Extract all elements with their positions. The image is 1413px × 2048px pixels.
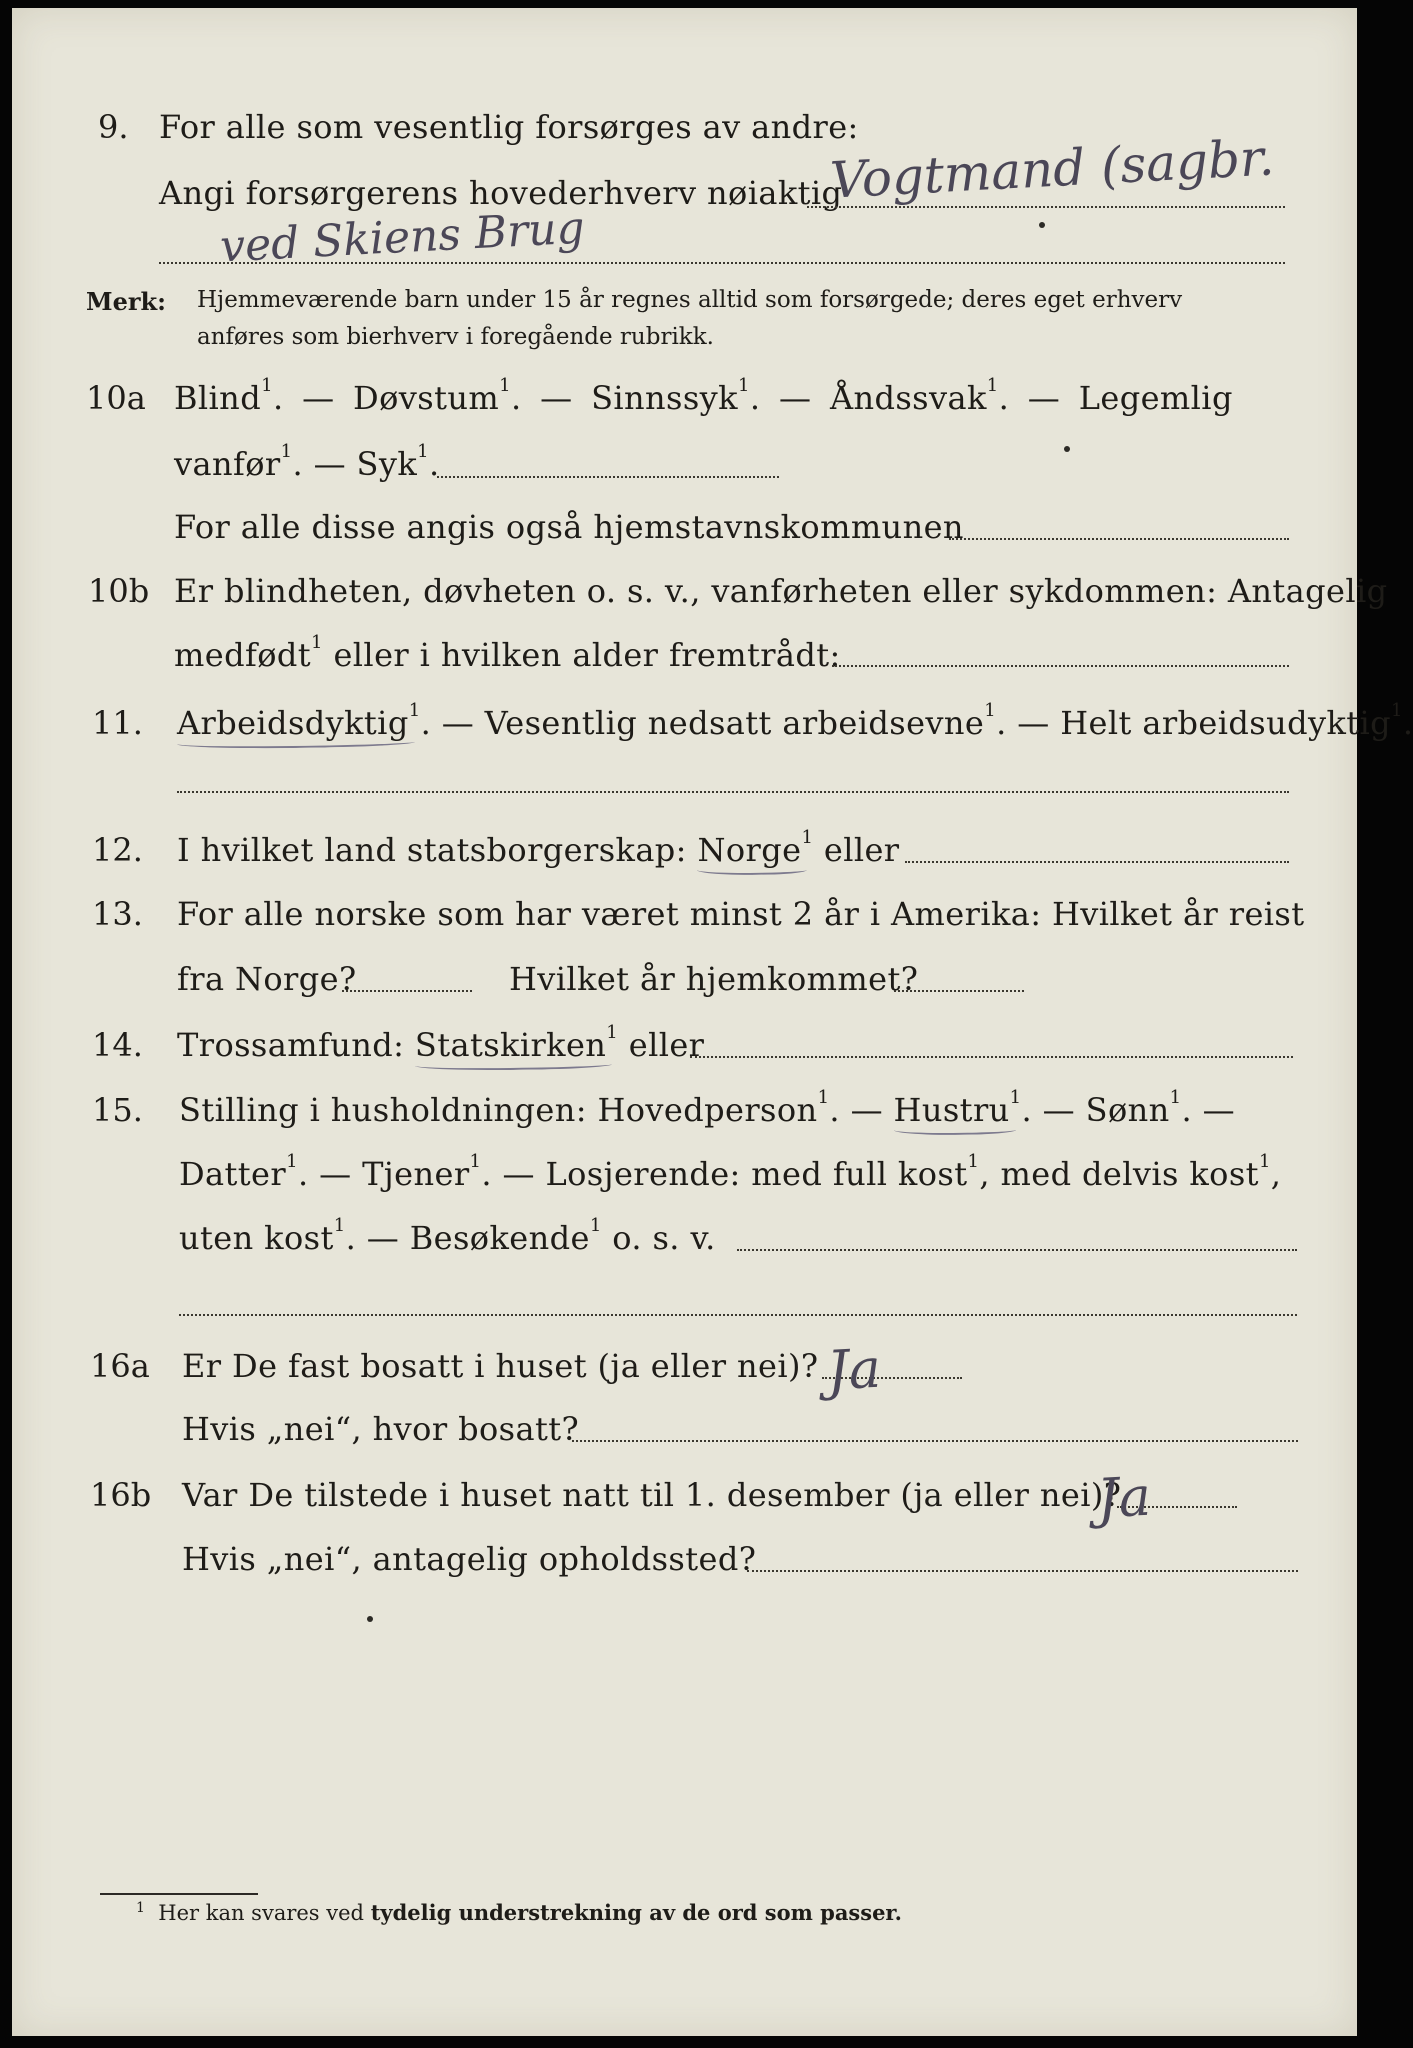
q11-answer-line xyxy=(177,791,1289,793)
q15-answer-line-2 xyxy=(179,1314,1297,1316)
footnote xyxy=(136,1900,902,1925)
q9-handwritten-occupation: Vogtmand (sagbr. xyxy=(828,128,1276,210)
q16b-line2: Hvis „nei“, antagelig opholdssted? xyxy=(182,1540,757,1578)
footnote-ref: 1 xyxy=(1258,1151,1271,1172)
opt-sinnssyk: . — Sinnssyk xyxy=(510,379,738,417)
q13-line2b: Hvilket år hjemkommet? xyxy=(509,960,919,998)
q13-hjemkommet-line xyxy=(894,990,1024,992)
q10b-line1: Er blindheten, døvheten o. s. v., vanførheten eller sykdommen: Antagelig xyxy=(174,572,1388,610)
footnote-ref: 1 xyxy=(261,375,273,396)
q12-line xyxy=(177,827,900,869)
opt-dovstum: . — Døvstum xyxy=(272,379,500,417)
footnote-ref: 1 xyxy=(817,1087,830,1108)
merk-line2: anføres som bierhverv i foregående rubrikk. xyxy=(197,324,714,350)
footnote-ref: 1 xyxy=(984,700,997,721)
opt-andssvak: . — Åndssvak xyxy=(749,379,987,417)
sep: . — xyxy=(1181,1091,1236,1129)
q15-line1 xyxy=(179,1087,1236,1129)
footnote-ref: 1 xyxy=(606,1022,619,1043)
punct: . xyxy=(429,445,440,483)
q10a-line3: For alle disse angis også hjemstavnskommunen xyxy=(174,508,964,546)
q10a-line2 xyxy=(174,441,440,483)
q16a-line1: Er De fast bosatt i huset (ja eller nei)? xyxy=(182,1347,819,1385)
punct: , xyxy=(1270,1155,1282,1193)
footnote-rule xyxy=(100,1893,258,1895)
opt-blind: Blind xyxy=(174,379,262,417)
opt-legemlig: . — Legemlig xyxy=(998,379,1233,417)
q15-answer-line xyxy=(737,1249,1297,1251)
statsborgerskap-text: I hvilket land statsborgerskap: xyxy=(177,831,687,869)
q14-line xyxy=(177,1022,705,1064)
punct: . xyxy=(1402,704,1413,742)
footnote-ref: 1 xyxy=(499,375,511,396)
trossamfund-text: Trossamfund: xyxy=(177,1026,405,1064)
footnote-ref: 1 xyxy=(589,1215,602,1236)
footnote-ref: 1 xyxy=(469,1151,482,1172)
alder-text: eller i hvilken alder fremtrådt: xyxy=(322,636,841,674)
opt-vanfor: vanfør xyxy=(174,445,281,483)
footnote-text: Her kan svares ved xyxy=(158,1901,364,1925)
footnote-ref: 1 xyxy=(1169,1087,1182,1108)
opt-statskirken-underlined: Statskirken xyxy=(414,1026,607,1064)
opt-hovedperson: Stilling i husholdningen: Hovedperson xyxy=(179,1091,818,1129)
osv-text: o. s. v. xyxy=(601,1219,716,1257)
footnote-ref: 1 xyxy=(286,1151,298,1172)
q15-line3 xyxy=(179,1215,716,1257)
footnote-ref: 1 xyxy=(967,1151,980,1172)
q16a-number: 16a xyxy=(90,1347,150,1385)
footnote-ref: 1 xyxy=(1391,700,1403,721)
q12-number: 12. xyxy=(92,831,143,869)
q16a-handwritten-answer: Ja xyxy=(825,1336,883,1403)
opt-arbeidsdyktig-underlined: Arbeidsdyktig xyxy=(177,704,409,742)
q10a-hjemstavn-line xyxy=(949,538,1289,540)
eller-text: eller xyxy=(813,831,900,869)
opt-full-kost: . — Losjerende: med full kost xyxy=(481,1155,968,1193)
q10b-number: 10b xyxy=(88,572,150,610)
sep: . — xyxy=(829,1091,894,1129)
q16a-bosatt-line xyxy=(572,1440,1298,1442)
q12-answer-line xyxy=(905,861,1289,863)
footnote-bold-text: tydelig understrekning av de ord som passer. xyxy=(370,1900,902,1925)
q11-line xyxy=(177,700,1413,742)
q15-number: 15. xyxy=(92,1091,143,1129)
opt-datter: Datter xyxy=(179,1155,287,1193)
q13-line2a: fra Norge? xyxy=(177,960,357,998)
footnote-ref: 1 xyxy=(801,827,814,848)
q14-number: 14. xyxy=(92,1026,143,1064)
opt-delvis-kost: , med delvis kost xyxy=(979,1155,1259,1193)
q9-handwritten-workplace: ved Skiens Brug xyxy=(218,202,586,273)
opt-uten-kost: uten kost xyxy=(179,1219,334,1257)
census-form-page xyxy=(12,8,1413,2036)
q14-answer-line xyxy=(690,1056,1293,1058)
q16b-opholdssted-line xyxy=(747,1570,1298,1572)
opt-udyktig: . — Helt arbeidsudyktig xyxy=(996,704,1392,742)
merk-line1: Hjemmeværende barn under 15 år regnes alltid som forsørgede; deres eget erhverv xyxy=(197,287,1183,313)
q16a-line2: Hvis „nei“, hvor bosatt? xyxy=(182,1410,580,1448)
q15-line2 xyxy=(179,1151,1282,1193)
opt-besokende: . — Besøkende xyxy=(345,1219,590,1257)
q13-line1: For alle norske som har været minst 2 år i Amerika: Hvilket år reist xyxy=(177,895,1305,933)
q11-number: 11. xyxy=(92,704,143,742)
q16b-handwritten-answer: Ja xyxy=(1095,1464,1153,1531)
q16b-number: 16b xyxy=(90,1476,152,1514)
footnote-ref: 1 xyxy=(408,700,421,721)
q10a-line1 xyxy=(174,375,1233,417)
footnote-ref: 1 xyxy=(333,1215,346,1236)
footnote-ref: 1 xyxy=(1009,1087,1022,1108)
ink-dot xyxy=(367,1616,373,1622)
q9-line1: For alle som vesentlig forsørges av andre: xyxy=(159,108,859,146)
merk-label: Merk: xyxy=(86,287,166,316)
q9-number: 9. xyxy=(98,108,129,146)
footnote-marker: 1 xyxy=(136,1900,145,1916)
opt-hustru-underlined: Hustru xyxy=(893,1091,1010,1129)
opt-norge-underlined: Norge xyxy=(697,831,802,869)
ink-dot xyxy=(1064,446,1070,452)
q10a-answer-line xyxy=(437,476,779,478)
footnote-ref: 1 xyxy=(280,441,293,462)
q9-line2: Angi forsørgerens hovederhverv nøiaktig xyxy=(159,174,843,212)
opt-nedsatt: . — Vesentlig nedsatt arbeidsevne xyxy=(420,704,985,742)
ink-dot xyxy=(1039,222,1045,228)
opt-sonn: . — Sønn xyxy=(1021,1091,1170,1129)
opt-syk: . — Syk xyxy=(292,445,418,483)
q10b-line2 xyxy=(174,632,841,674)
opt-medfodt: medfødt xyxy=(174,636,312,674)
q13-reist-line xyxy=(342,990,472,992)
footnote-ref: 1 xyxy=(737,375,750,396)
opt-tjener: . — Tjener xyxy=(297,1155,470,1193)
footnote-ref: 1 xyxy=(311,632,323,653)
q16b-line1: Var De tilstede i huset natt til 1. desember (ja eller nei)? xyxy=(182,1476,1122,1514)
footnote-ref: 1 xyxy=(417,441,430,462)
q10b-answer-line xyxy=(832,665,1289,667)
eller-text: eller xyxy=(618,1026,705,1064)
q9-answer-line-2 xyxy=(159,262,1285,264)
q10a-number: 10a xyxy=(86,379,146,417)
footnote-ref: 1 xyxy=(986,375,999,396)
q13-number: 13. xyxy=(92,895,143,933)
